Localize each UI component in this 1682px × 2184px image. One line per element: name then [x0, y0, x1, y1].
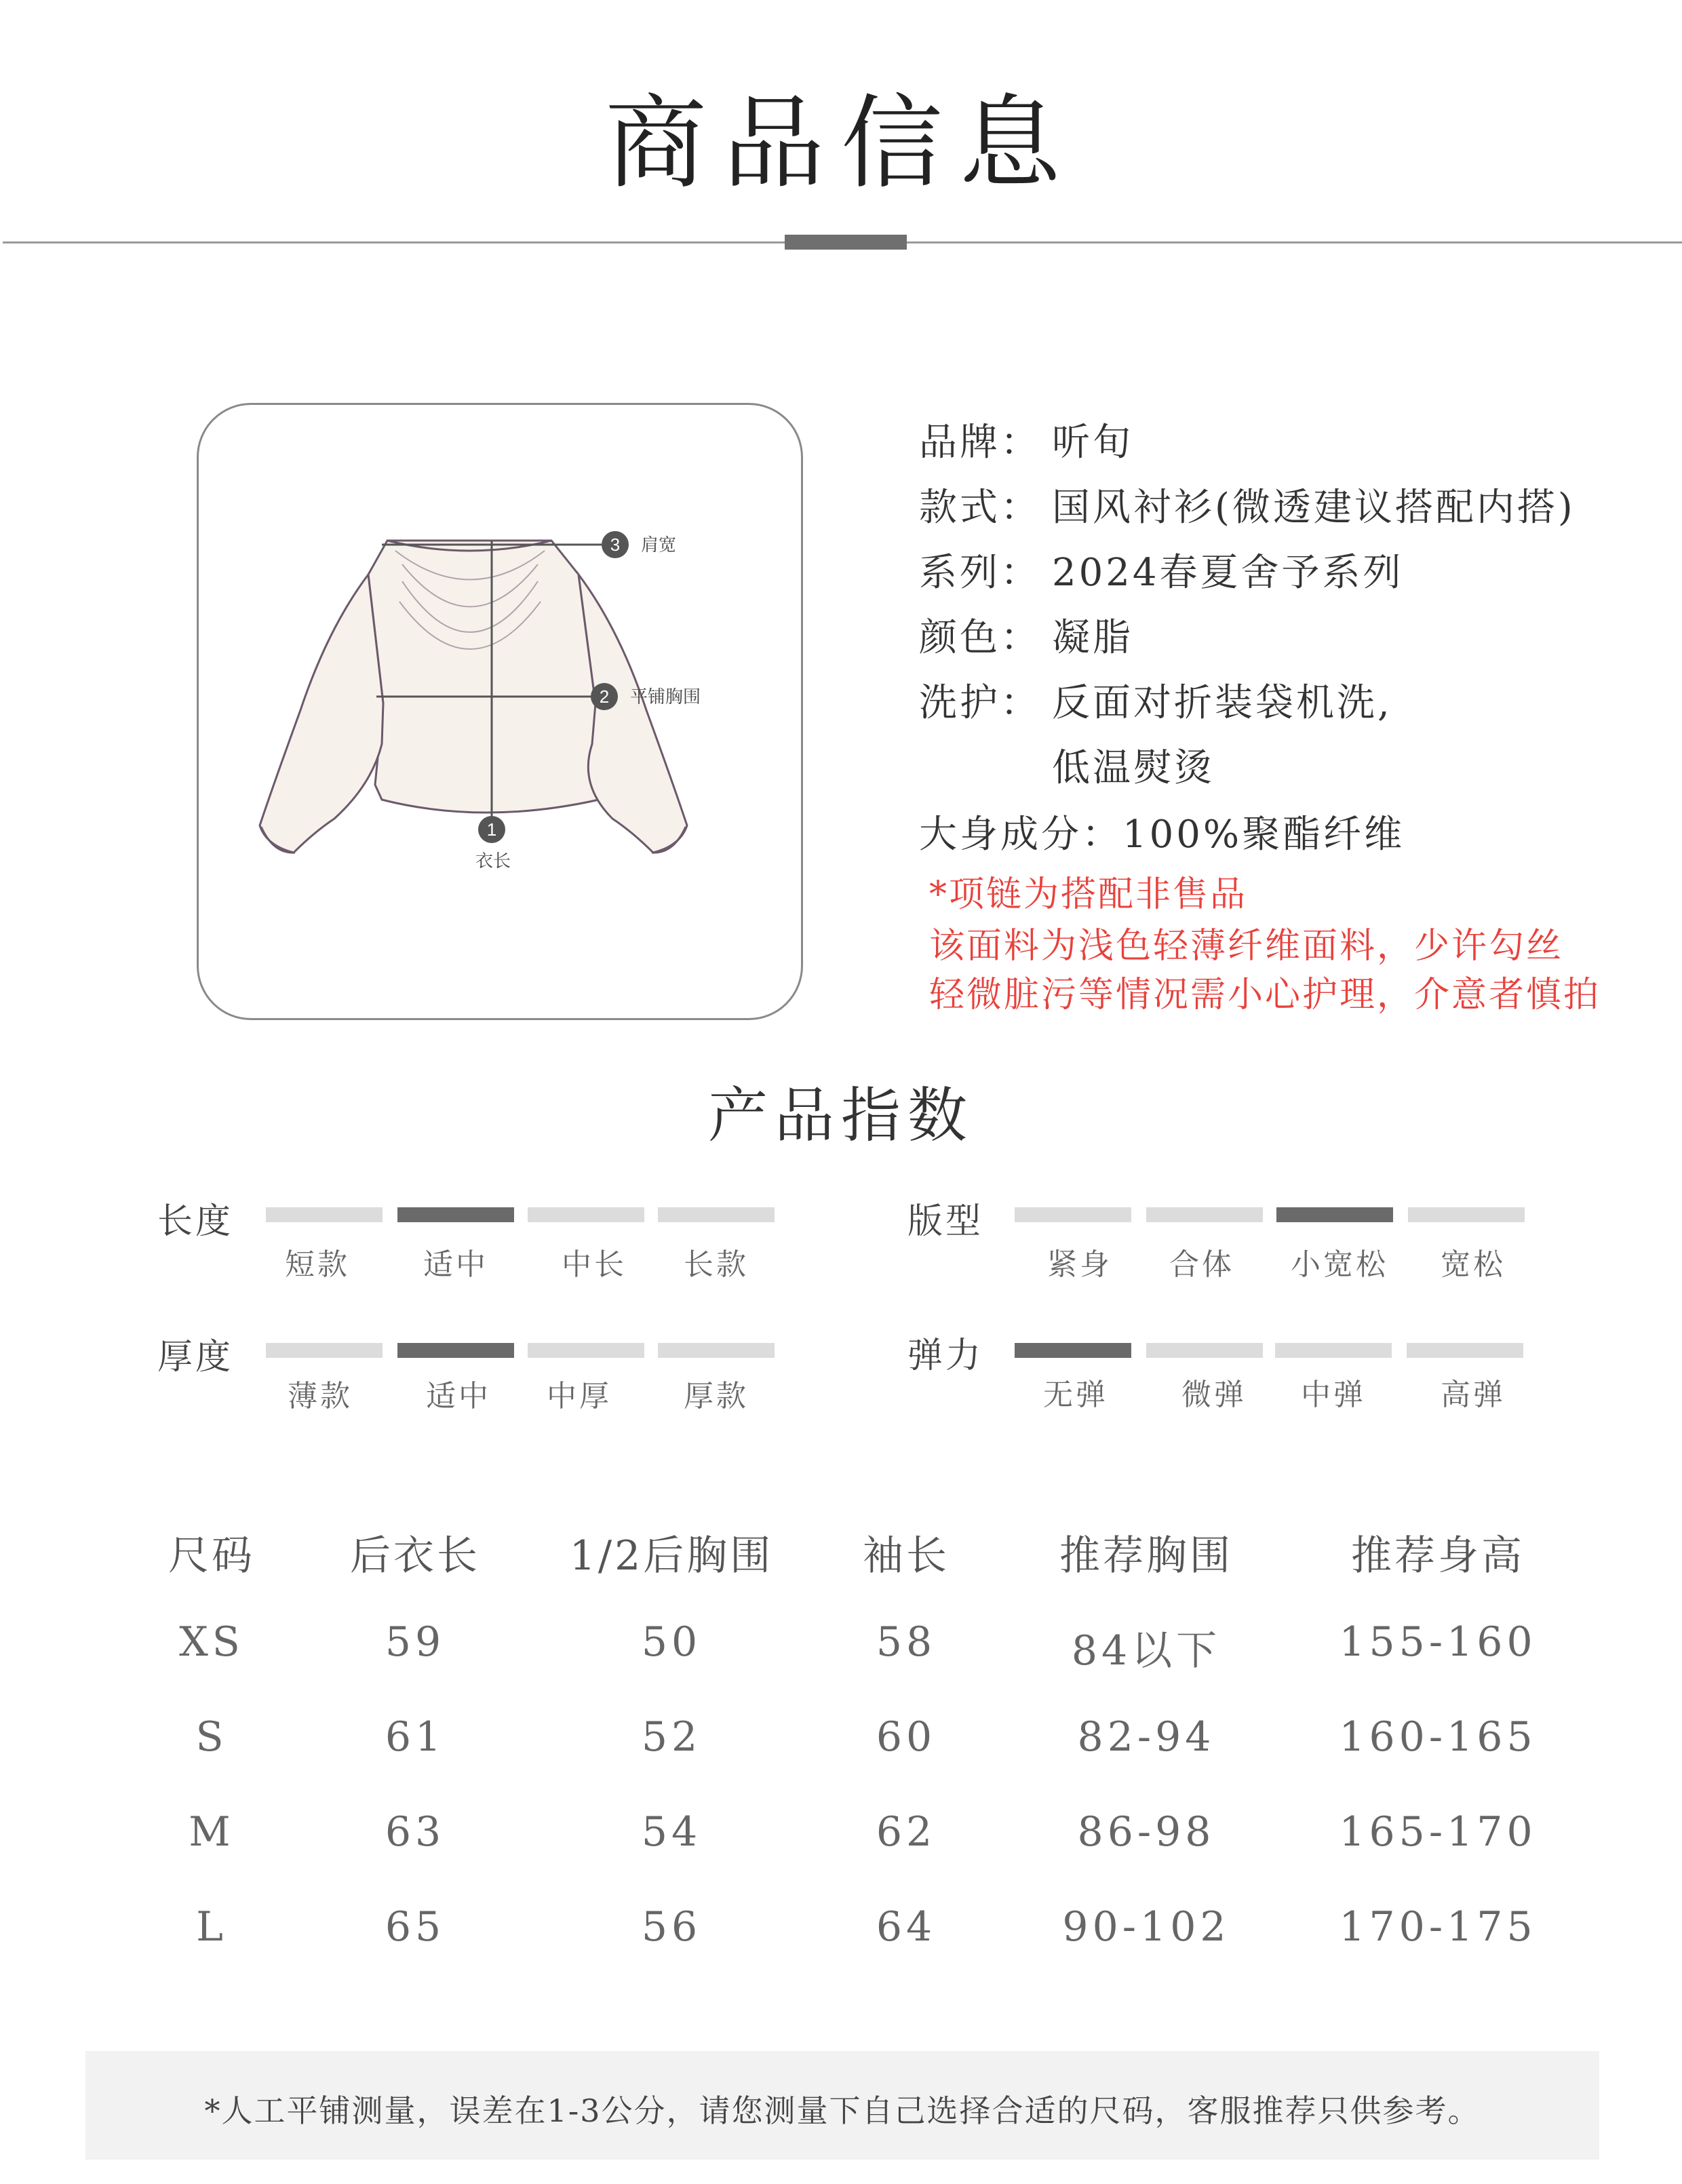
index-thickness-opt-1: 薄款 [288, 1379, 353, 1413]
index-thickness-bar-4 [658, 1343, 775, 1358]
info-style-key: 款式： [919, 486, 1041, 530]
index-thickness-label: 厚度 [157, 1337, 234, 1378]
info-care-value-1: 反面对折装袋机洗, [1052, 681, 1392, 725]
index-length-bar-4 [658, 1207, 775, 1222]
index-length-bar-1 [266, 1207, 383, 1222]
table-cell: 58 [876, 1618, 937, 1666]
info-series-key: 系列： [919, 551, 1041, 595]
measurement-note: *人工平铺测量，误差在1-3公分，请您测量下自己选择合适的尺码，客服推荐只供参考。 [204, 2092, 1481, 2129]
index-elasticity-opt-3: 中弹 [1301, 1378, 1366, 1412]
index-title: 产品指数 [707, 1080, 974, 1150]
index-elasticity-bar-4 [1407, 1343, 1523, 1358]
info-series-value: 2024春夏舍予系列 [1052, 551, 1404, 595]
index-length-bar-2 [397, 1207, 514, 1222]
index-fit-bar-3 [1276, 1207, 1393, 1222]
info-material: 大身成分：100%聚酯纤维 [919, 813, 1405, 857]
table-cell: 59 [385, 1618, 446, 1666]
warning-fabric-2: 轻微脏污等情况需小心护理，介意者慎拍 [929, 975, 1601, 1015]
table-cell: 170-175 [1339, 1903, 1537, 1951]
index-fit-opt-3: 小宽松 [1291, 1247, 1388, 1282]
info-series [919, 543, 1404, 597]
size-header-sleeve: 袖长 [863, 1532, 950, 1580]
index-fit-bar-1 [1015, 1207, 1131, 1222]
index-length-opt-4: 长款 [684, 1247, 749, 1282]
table-cell: L [196, 1903, 227, 1951]
info-care-value-2: 低温熨烫 [1052, 746, 1215, 790]
table-cell: 56 [641, 1903, 702, 1951]
table-cell: 86-98 [1077, 1808, 1215, 1856]
index-length-opt-3: 中长 [562, 1247, 627, 1282]
size-header-back-length: 后衣长 [350, 1532, 480, 1580]
size-header-rec-height: 推荐身高 [1351, 1532, 1525, 1580]
index-length-opt-1: 短款 [285, 1247, 350, 1282]
info-care [919, 673, 1392, 727]
table-cell: 82-94 [1077, 1713, 1215, 1761]
table-cell: 155-160 [1339, 1618, 1537, 1666]
index-length-opt-2: 适中 [423, 1247, 488, 1282]
index-elasticity-bar-3 [1275, 1343, 1392, 1358]
index-fit-bar-4 [1408, 1207, 1525, 1222]
info-style [919, 477, 1576, 532]
index-fit-opt-4: 宽松 [1441, 1247, 1506, 1282]
table-cell: 62 [876, 1808, 937, 1856]
table-cell: 165-170 [1339, 1808, 1537, 1856]
warning-necklace: *项链为搭配非售品 [929, 874, 1248, 915]
svg-text:3: 3 [610, 534, 621, 555]
info-style-value: 国风衬衫(微透建议搭配内搭) [1052, 486, 1576, 530]
index-elasticity-opt-4: 高弹 [1441, 1378, 1506, 1412]
info-color-key: 颜色： [919, 616, 1041, 660]
svg-text:1: 1 [486, 819, 497, 840]
divider-accent [785, 235, 907, 250]
table-cell: M [189, 1808, 235, 1856]
table-cell: 60 [876, 1713, 937, 1761]
blouse-illustration [199, 405, 801, 1018]
index-length-bar-3 [528, 1207, 644, 1222]
index-fit-opt-1: 紧身 [1047, 1247, 1112, 1282]
table-cell: 160-165 [1339, 1713, 1537, 1761]
index-thickness-opt-4: 厚款 [684, 1379, 749, 1413]
index-fit-bar-2 [1146, 1207, 1263, 1222]
table-cell: 61 [385, 1713, 446, 1761]
table-cell: 54 [641, 1808, 702, 1856]
callout-shoulder-label: 肩宽 [641, 535, 677, 555]
table-cell: 50 [641, 1618, 702, 1666]
svg-text:2: 2 [599, 686, 610, 707]
info-color-value: 凝脂 [1052, 616, 1133, 660]
table-cell: 65 [385, 1903, 446, 1951]
index-thickness-opt-3: 中厚 [547, 1379, 612, 1413]
index-elasticity-bar-2 [1146, 1343, 1263, 1358]
garment-diagram [197, 403, 803, 1020]
callout-length-label: 衣长 [475, 851, 511, 872]
table-cell: 90-102 [1062, 1903, 1230, 1951]
table-cell: 64 [876, 1903, 937, 1951]
info-color [919, 608, 1133, 662]
table-cell: 63 [385, 1808, 446, 1856]
size-header-half-chest: 1/2后胸围 [569, 1532, 774, 1580]
callout-chest-label: 平铺胸围 [630, 687, 701, 707]
page-title: 商品信息 [604, 85, 1077, 203]
index-thickness-bar-2 [397, 1343, 514, 1358]
table-cell: S [195, 1713, 228, 1761]
size-header-size: 尺码 [168, 1532, 255, 1580]
info-brand [919, 412, 1133, 467]
index-length-label: 长度 [157, 1201, 234, 1242]
info-brand-value: 听旬 [1052, 421, 1133, 465]
index-fit-opt-2: 合体 [1169, 1247, 1234, 1282]
index-thickness-opt-2: 适中 [426, 1379, 491, 1413]
index-thickness-bar-1 [266, 1343, 383, 1358]
index-elasticity-bar-1 [1015, 1343, 1131, 1358]
index-thickness-bar-3 [528, 1343, 644, 1358]
table-cell: 84以下 [1071, 1627, 1221, 1675]
info-brand-key: 品牌： [919, 421, 1041, 465]
table-cell: XS [179, 1618, 244, 1666]
index-elasticity-opt-2: 微弹 [1181, 1378, 1247, 1412]
index-elasticity-opt-1: 无弹 [1043, 1378, 1108, 1412]
info-care-key: 洗护： [919, 681, 1041, 725]
table-cell: 52 [641, 1713, 702, 1761]
index-elasticity-label: 弹力 [907, 1335, 984, 1376]
warning-fabric-1: 该面料为浅色轻薄纤维面料，少许勾丝 [929, 926, 1564, 967]
size-header-rec-chest: 推荐胸围 [1059, 1532, 1233, 1580]
index-fit-label: 版型 [907, 1201, 984, 1242]
